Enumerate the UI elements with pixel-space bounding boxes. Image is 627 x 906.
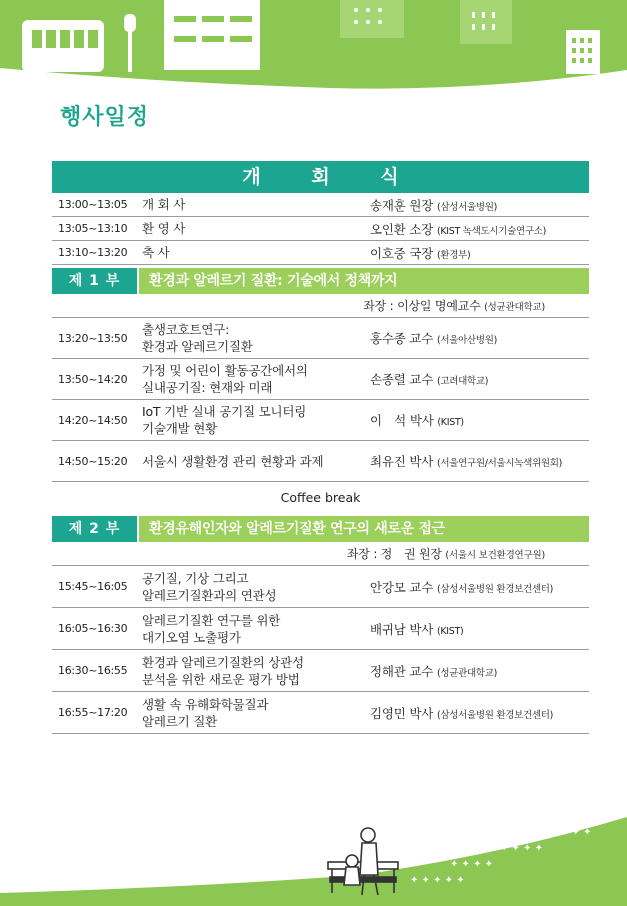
svg-text:✦ ✦ ✦ ✦: ✦ ✦ ✦ ✦ [450, 859, 494, 870]
svg-text:✦ ✦ ✦: ✦ ✦ ✦ [560, 827, 592, 838]
coffee-break: Coffee break [280, 490, 361, 505]
topic-line: 알레르기질환과의 연관성 [142, 587, 277, 603]
city-skyline-banner [0, 0, 627, 95]
row-time: 16:30~16:55 [58, 664, 128, 677]
row-time: 13:50~14:20 [58, 372, 128, 386]
row-speaker [370, 220, 589, 238]
speaker-affiliation: (KIST 녹색도시기술연구소) [436, 225, 547, 237]
table-row [52, 650, 589, 692]
session1-chair [52, 294, 589, 318]
speaker-affiliation: (성균관대학교) [436, 667, 498, 679]
topic-line: 분석을 위한 새로운 평가 방법 [142, 671, 300, 687]
topic-line: 알레르기질환 연구를 위한 [142, 612, 281, 628]
row-topic [142, 453, 370, 470]
row-topic [142, 570, 370, 604]
topic-line: 기술개발 현황 [142, 421, 218, 436]
table-row [52, 359, 589, 400]
topic-line: 대기오염 노출평가 [142, 629, 241, 645]
topic-line: 출생코호트연구: [142, 322, 230, 337]
speaker-name: 손종렬 교수 [370, 372, 434, 387]
row-time: 16:55~17:20 [58, 706, 128, 719]
row-topic: 축 사 [142, 245, 170, 260]
speaker-name: 최유진 박사 [370, 454, 434, 469]
row-speaker [370, 370, 589, 388]
row-speaker [370, 704, 589, 722]
speaker-name: 오인환 소장 [370, 221, 434, 237]
table-row [52, 217, 589, 241]
row-time: 15:45~16:05 [58, 580, 128, 593]
row-time: 16:05~16:30 [58, 622, 128, 635]
topic-line: 실내공기질: 현재와 미래 [142, 380, 273, 395]
row-time: 13:00~13:05 [58, 198, 128, 211]
table-row [52, 566, 589, 608]
table-row [52, 692, 589, 734]
row-time: 13:10~13:20 [58, 246, 128, 259]
row-speaker [370, 329, 589, 347]
speaker-affiliation: (환경부) [436, 249, 471, 261]
speaker-affiliation: (삼성서울병원 환경보건센터) [436, 709, 553, 721]
speaker-affiliation: (고려대학교) [436, 376, 489, 387]
row-topic: 개 회 사 [142, 197, 186, 212]
table-row [52, 241, 589, 265]
topic-line: 서울시 생활환경 관리 현황과 과제 [142, 453, 324, 469]
session2-header [52, 516, 589, 542]
topic-line: 환경과 알레르기질환 [142, 339, 253, 354]
row-speaker [370, 411, 589, 429]
speaker-affiliation: (KIST) [437, 417, 464, 428]
table-row [52, 400, 589, 441]
row-time: 13:05~13:10 [58, 222, 128, 235]
session2-title: 환경유해인자와 알레르기질환 연구의 새로운 접근 [139, 516, 589, 542]
chair-name: 좌장 : 정 권 원장 [346, 547, 442, 561]
speaker-affiliation: (서울연구원/서울시녹색위원회) [436, 458, 563, 469]
topic-line: 환경과 알레르기질환의 상관성 [142, 654, 304, 670]
chair-affiliation: (서울시 보건환경연구원) [445, 550, 545, 561]
row-topic: 환 영 사 [142, 221, 186, 236]
row-topic [142, 696, 370, 730]
row-time: 14:50~15:20 [58, 454, 128, 468]
speaker-name: 김영민 박사 [370, 705, 434, 721]
table-row [52, 193, 589, 217]
speaker-name: 이호중 국장 [370, 245, 434, 261]
row-topic [142, 321, 370, 355]
speaker-name: 이 석 박사 [370, 413, 434, 428]
row-time: 14:20~14:50 [58, 413, 128, 427]
topic-line: 공기질, 기상 그리고 [142, 570, 249, 586]
row-speaker [370, 578, 589, 596]
row-topic [142, 612, 370, 646]
speaker-name: 송재훈 원장 [370, 197, 434, 213]
session2-chair [52, 542, 589, 566]
svg-text:✦ ✦ ✦ ✦: ✦ ✦ ✦ ✦ [500, 843, 544, 854]
row-speaker [370, 452, 589, 470]
row-speaker [370, 662, 589, 680]
speaker-name: 안강모 교수 [370, 579, 434, 595]
chair-affiliation: (성균관대학교) [484, 302, 545, 313]
row-speaker [370, 196, 589, 214]
row-speaker [370, 244, 589, 262]
topic-line: 알레르기 질환 [142, 713, 218, 729]
page-title: 행사일정 [60, 105, 150, 130]
opening-header: 개 회 식 [52, 161, 589, 193]
svg-text:✦ ✦ ✦ ✦ ✦: ✦ ✦ ✦ ✦ ✦ [410, 875, 465, 886]
speaker-affiliation: (삼성서울병원) [436, 201, 498, 213]
session1-label: 제 1 부 [52, 268, 137, 294]
row-topic [142, 362, 370, 396]
session1-header [52, 268, 589, 294]
row-topic [142, 654, 370, 688]
row-speaker [370, 620, 589, 638]
row-time: 13:20~13:50 [58, 331, 128, 345]
row-topic [142, 403, 370, 437]
chair-name: 좌장 : 이상일 명예교수 [363, 299, 481, 313]
park-bench-illustration [0, 805, 627, 906]
speaker-name: 배귀남 박사 [370, 621, 434, 637]
table-row [52, 318, 589, 359]
table-row [52, 608, 589, 650]
speaker-affiliation: (KIST) [436, 625, 464, 637]
topic-line: 가정 및 어린이 활동공간에서의 [142, 363, 308, 378]
speaker-name: 정해관 교수 [370, 663, 434, 679]
session2-label: 제 2 부 [52, 516, 137, 542]
speaker-affiliation: (삼성서울병원 환경보건센터) [436, 583, 553, 595]
topic-line: 생활 속 유해화학물질과 [142, 696, 269, 712]
topic-line: IoT 기반 실내 공기질 모니터링 [142, 404, 307, 419]
session1-title: 환경과 알레르기 질환: 기술에서 정책까지 [139, 268, 589, 294]
speaker-name: 홍수종 교수 [370, 331, 434, 346]
schedule-table [52, 161, 589, 734]
speaker-affiliation: (서울아산병원) [436, 335, 498, 346]
table-row [52, 441, 589, 482]
